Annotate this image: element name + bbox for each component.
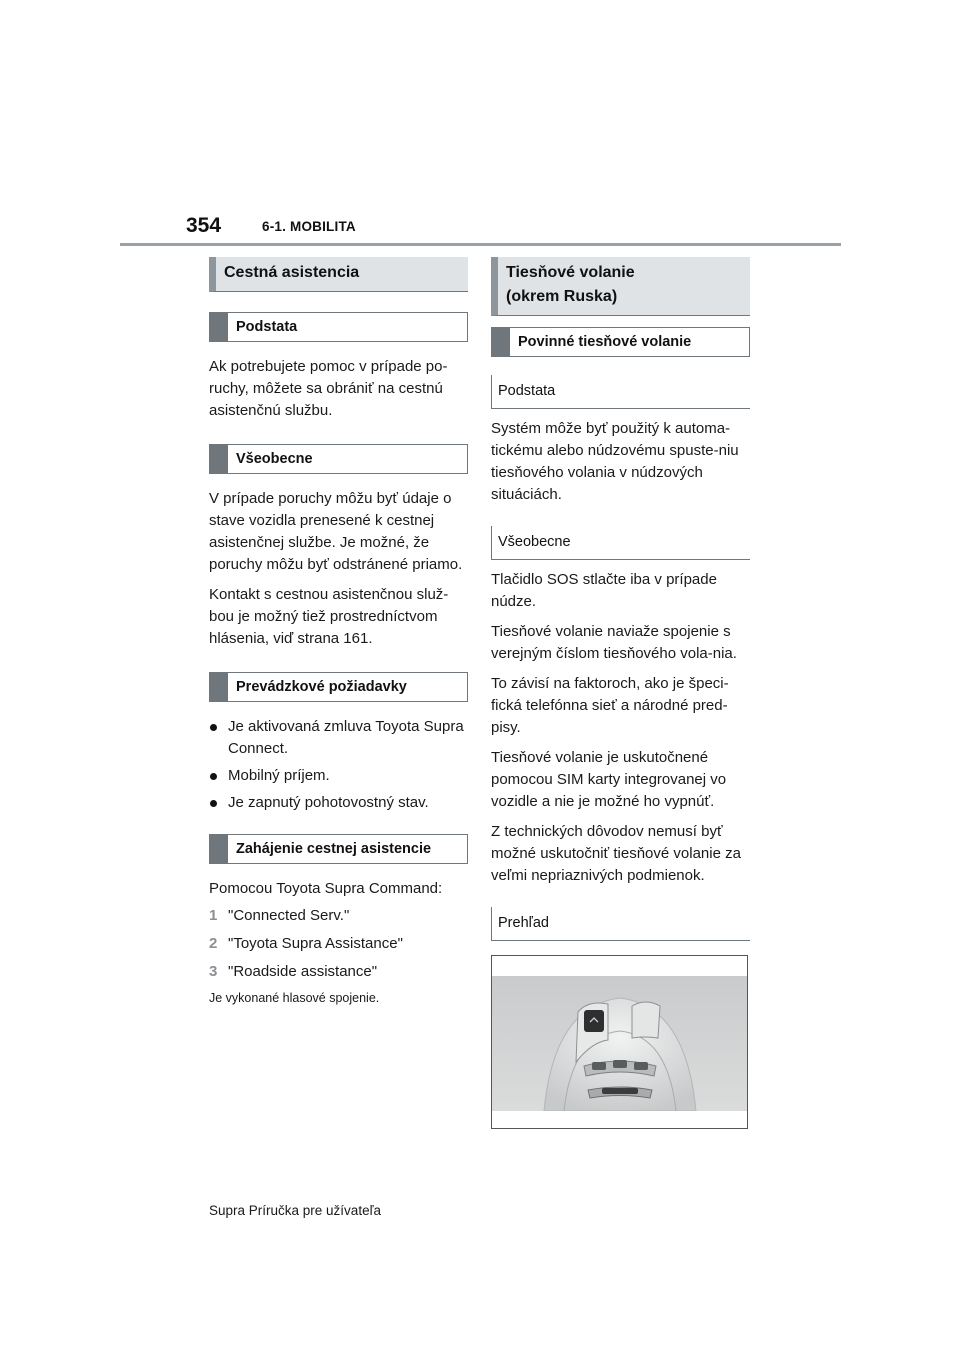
footer-text: Supra Príručka pre užívateľa (209, 1203, 382, 1218)
section-heading-cestna-asistencia: Cestná asistencia (209, 257, 468, 292)
list-item: Je zapnutý pohotovostný stav. (209, 792, 468, 814)
left-column (209, 257, 468, 1007)
header-rule (120, 243, 841, 246)
reading-light-button-icon (592, 1062, 606, 1070)
subheading-prevadzkove-poziadavky: Prevádzkové požiadavky (209, 672, 468, 702)
bullet-icon (210, 724, 217, 731)
list-item: Mobilný príjem. (209, 765, 468, 787)
sunroof-switch-icon (602, 1088, 638, 1094)
subheading-zahajenie-cestnej-asistencie: Zahájenie cestnej asistencie (209, 834, 468, 864)
vseobecne-paragraph-3: To závisí na faktoroch, ako je špeci-fická telefónna sieť a národné pred-pisy. (491, 675, 729, 736)
subheading-podstata: Podstata (209, 312, 468, 342)
step-item: 1 "Connected Serv." (209, 907, 350, 924)
right-column (491, 257, 750, 1129)
zahajenie-intro: Pomocou Toyota Supra Command: (209, 880, 443, 897)
subheading-podstata: Podstata (491, 375, 750, 409)
subheading-povinne-tiesnove-volanie: Povinné tiesňové volanie (491, 327, 750, 357)
subheading-vseobecne: Všeobecne (491, 526, 750, 560)
podstata-text: Ak potrebujete pomoc v prípade po-ruchy, môžete sa obrániť na cestnú asistenčnú službu. (209, 358, 448, 419)
vseobecne-paragraph-5: Z technických dôvodov nemusí byť možné uskutočniť tiesňové volanie za veľmi nepriaznivých podmienok. (491, 823, 741, 884)
bullet-icon (210, 773, 217, 780)
list-item: Je aktivovaná zmluva Toyota Supra Connect. (209, 716, 468, 760)
vseobecne-paragraph-2: Kontakt s cestnou asistenčnou služ-bou je možný tiež prostredníctvom hlásenia, viď strana 161. (209, 586, 449, 647)
reading-light-button-icon (634, 1062, 648, 1070)
requirements-list (209, 716, 468, 814)
vseobecne-paragraph-1: V prípade poruchy môžu byť údaje o stave vozidla prenesené k cestnej asistenčnej službe. Je možné, že poruchy môžu byť odstránené priamo. (209, 490, 463, 573)
zahajenie-note: Je vykonané hlasové spojenie. (209, 991, 380, 1005)
sos-button-illustration (492, 976, 747, 1111)
interior-light-button-icon (613, 1060, 627, 1068)
steps-list (209, 905, 468, 983)
section-heading-tiesnove-volanie: Tiesňové volanie (okrem Ruska) (491, 257, 750, 316)
step-item: 3 "Roadside assistance" (209, 963, 378, 980)
subheading-prehlad: Prehľad (491, 907, 750, 941)
page-number: 354 (186, 214, 222, 237)
vseobecne-paragraph-1: Tlačidlo SOS stlačte iba v prípade núdze. (491, 571, 717, 610)
overhead-console-figure (491, 955, 748, 1129)
bullet-icon (210, 800, 217, 807)
vseobecne-paragraph-4: Tiesňové volanie je uskutočnené pomocou SIM karty integrovanej vo vozidle a nie je možné ho vypnúť. (491, 749, 727, 810)
podstata-text: Systém môže byť použitý k automa-tickému alebo núdzovému spuste-niu tiesňového volania v núdzových situáciách. (491, 420, 739, 503)
subheading-vseobecne: Všeobecne (209, 444, 468, 474)
sos-button-icon (584, 1010, 604, 1032)
vseobecne-paragraph-2: Tiesňové volanie naviaže spojenie s verejným číslom tiesňového vola-nia. (491, 623, 737, 662)
step-item: 2 "Toyota Supra Assistance" (209, 935, 403, 952)
section-title: 6-1. MOBILITA (262, 219, 356, 234)
